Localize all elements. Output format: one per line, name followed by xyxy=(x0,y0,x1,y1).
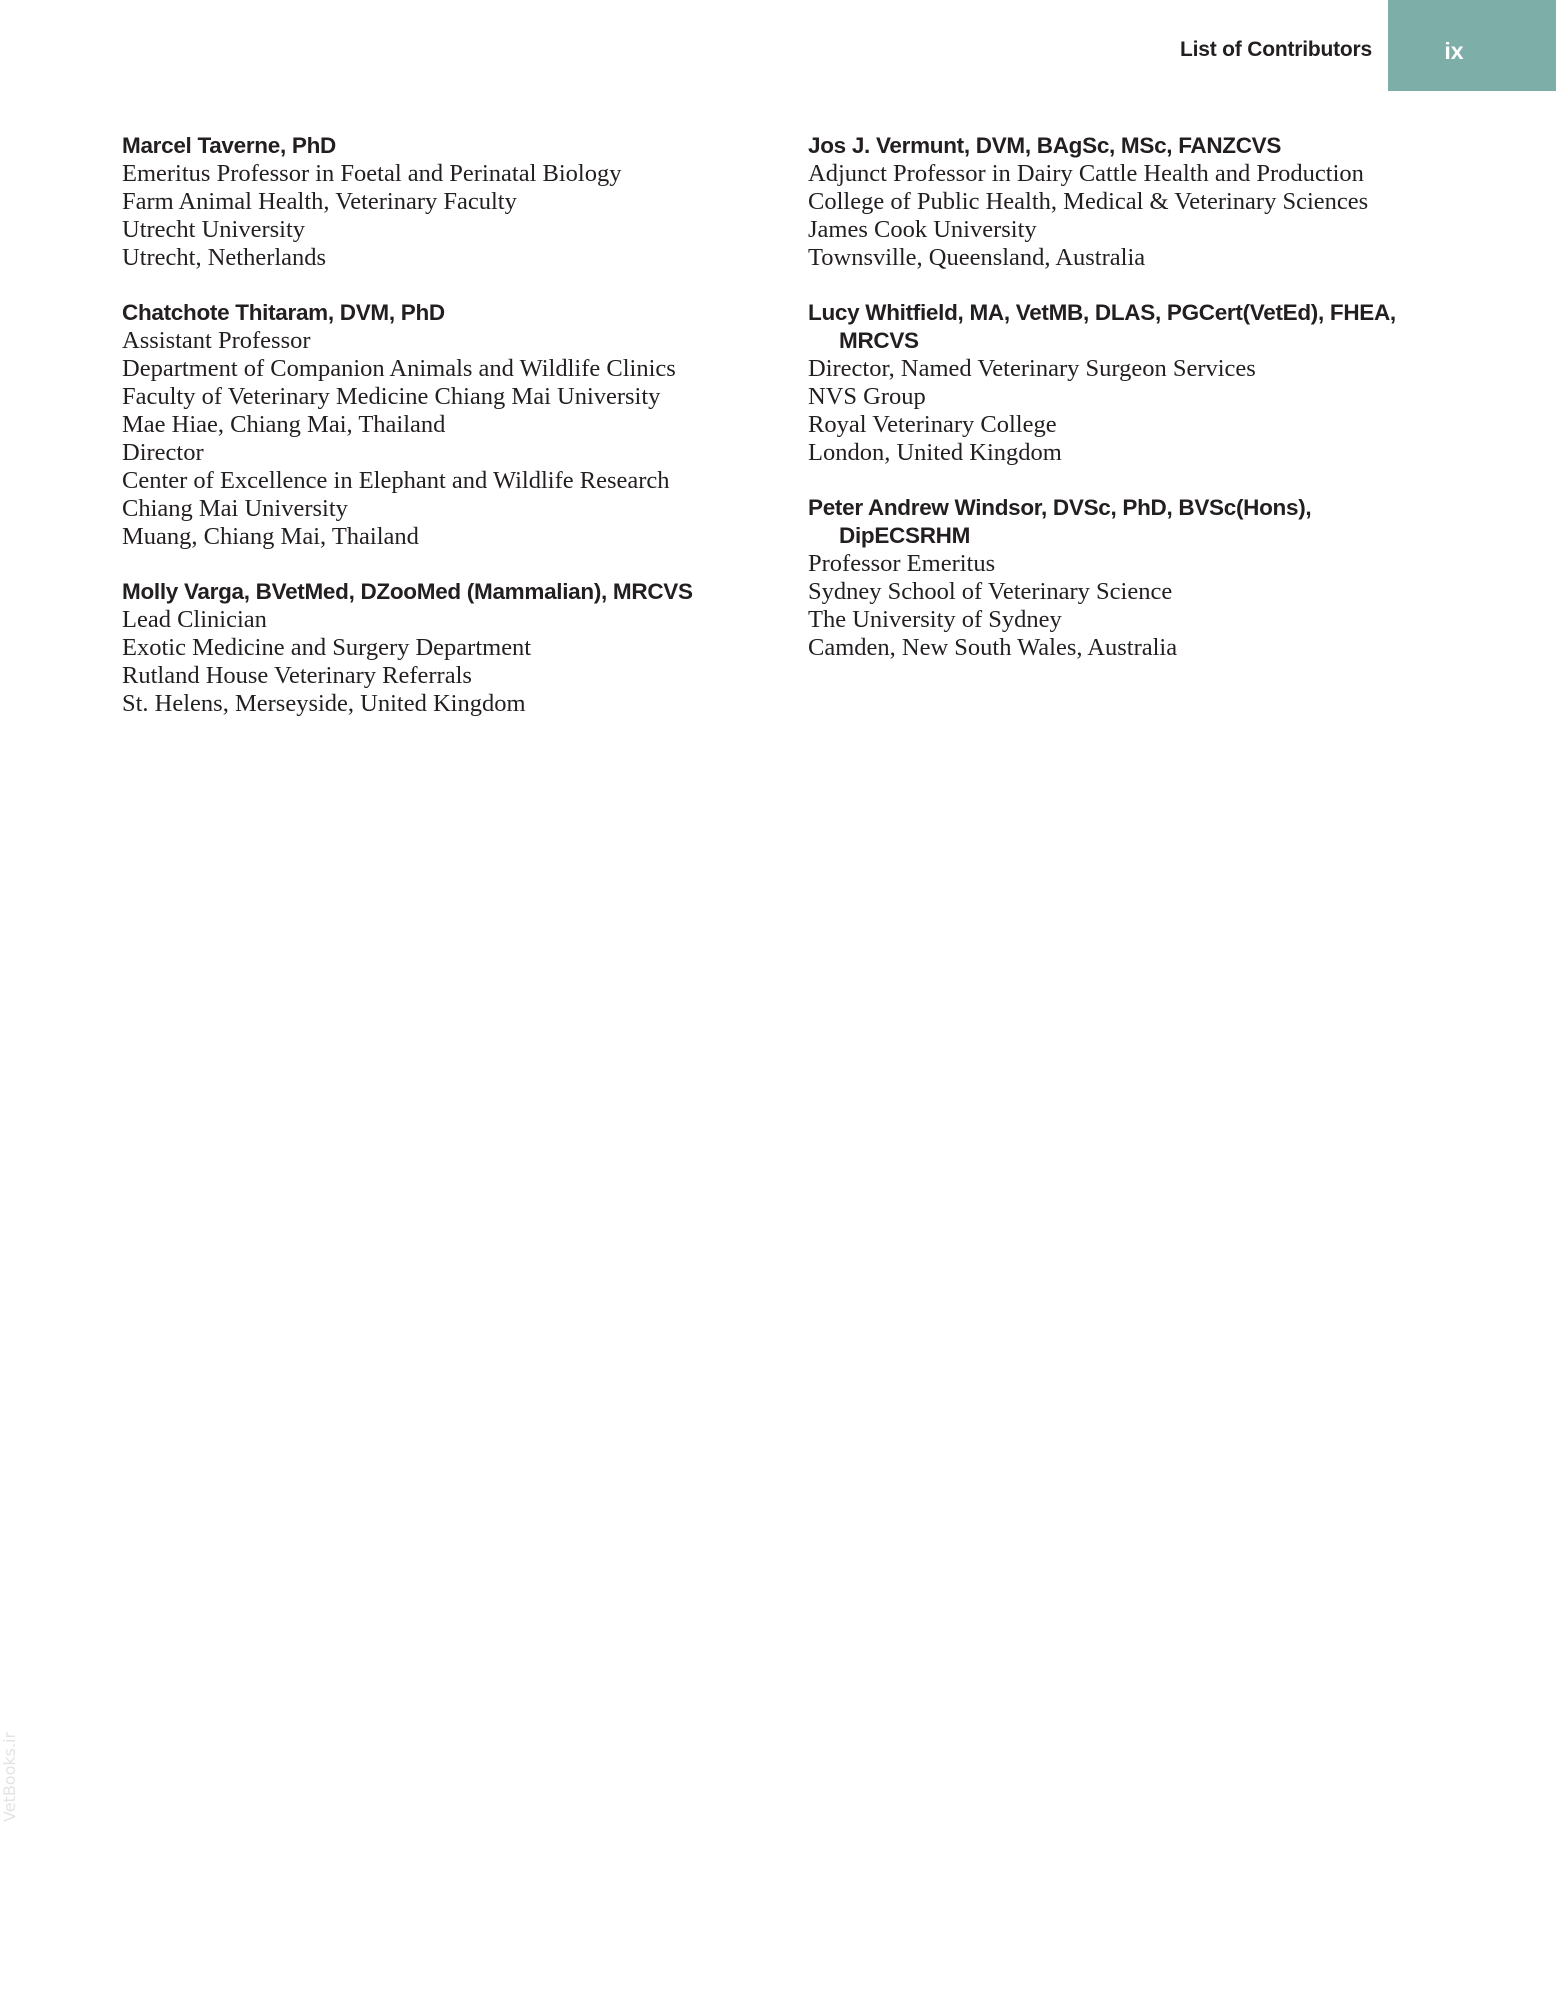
affiliation-line: Emeritus Professor in Foetal and Perinatal Biology xyxy=(122,160,622,187)
contributor-entry xyxy=(122,578,762,718)
watermark: VetBooks.ir xyxy=(0,1731,19,1822)
contributor-name: Peter Andrew Windsor, DVSc, PhD, BVSc(Hons), DipECSRHM xyxy=(808,495,1312,548)
affiliation-line: Muang, Chiang Mai, Thailand xyxy=(122,523,419,550)
affiliation-line: James Cook University xyxy=(808,216,1037,243)
affiliation-line: Royal Veterinary College xyxy=(808,411,1057,438)
contributor-name: Molly Varga, BVetMed, DZooMed (Mammalian), MRCVS xyxy=(122,579,693,604)
affiliation-line: Sydney School of Veterinary Science xyxy=(808,578,1173,605)
affiliation-line: St. Helens, Merseyside, United Kingdom xyxy=(122,690,526,717)
affiliation-line: College of Public Health, Medical & Veterinary Sciences xyxy=(808,188,1369,215)
contributor-entry xyxy=(808,132,1448,272)
contributor-entry xyxy=(122,132,762,272)
affiliation-line: Exotic Medicine and Surgery Department xyxy=(122,634,532,661)
affiliation-line: Utrecht University xyxy=(122,216,306,243)
contributor-name: Chatchote Thitaram, DVM, PhD xyxy=(122,300,445,325)
page-number-tab xyxy=(1388,0,1556,91)
affiliation-line: Farm Animal Health, Veterinary Faculty xyxy=(122,188,517,215)
page-number: ix xyxy=(1444,38,1464,64)
affiliation-line: Faculty of Veterinary Medicine Chiang Mai University xyxy=(122,383,661,410)
contributor-name: Marcel Taverne, PhD xyxy=(122,133,336,158)
contributor-name: Lucy Whitfield, MA, VetMB, DLAS, PGCert(VetEd), FHEA, MRCVS xyxy=(808,300,1396,353)
affiliation-line: Director xyxy=(122,439,204,466)
contributor-name: Jos J. Vermunt, DVM, BAgSc, MSc, FANZCVS xyxy=(808,133,1282,158)
affiliation-line: Professor Emeritus xyxy=(808,550,996,577)
contributor-entry xyxy=(808,299,1448,467)
affiliation-line: Assistant Professor xyxy=(122,327,311,354)
contributor-entry xyxy=(808,494,1448,662)
affiliation-line: Mae Hiae, Chiang Mai, Thailand xyxy=(122,411,446,438)
contributor-entry xyxy=(122,299,762,551)
contributors-right-column xyxy=(808,132,1448,689)
affiliation-line: Townsville, Queensland, Australia xyxy=(808,244,1146,271)
affiliation-line: The University of Sydney xyxy=(808,606,1062,633)
affiliation-line: London, United Kingdom xyxy=(808,439,1062,466)
affiliation-line: Department of Companion Animals and Wildlife Clinics xyxy=(122,355,676,382)
affiliation-line: Camden, New South Wales, Australia xyxy=(808,634,1178,661)
running-head-title: List of Contributors xyxy=(1180,38,1372,61)
affiliation-line: Utrecht, Netherlands xyxy=(122,244,327,271)
affiliation-line: Adjunct Professor in Dairy Cattle Health and Production xyxy=(808,160,1364,187)
contributors-left-column xyxy=(122,132,762,745)
affiliation-line: Director, Named Veterinary Surgeon Services xyxy=(808,355,1256,382)
affiliation-line: NVS Group xyxy=(808,383,926,410)
affiliation-line: Rutland House Veterinary Referrals xyxy=(122,662,472,689)
affiliation-line: Center of Excellence in Elephant and Wildlife Research xyxy=(122,467,670,494)
affiliation-line: Lead Clinician xyxy=(122,606,267,633)
affiliation-line: Chiang Mai University xyxy=(122,495,348,522)
